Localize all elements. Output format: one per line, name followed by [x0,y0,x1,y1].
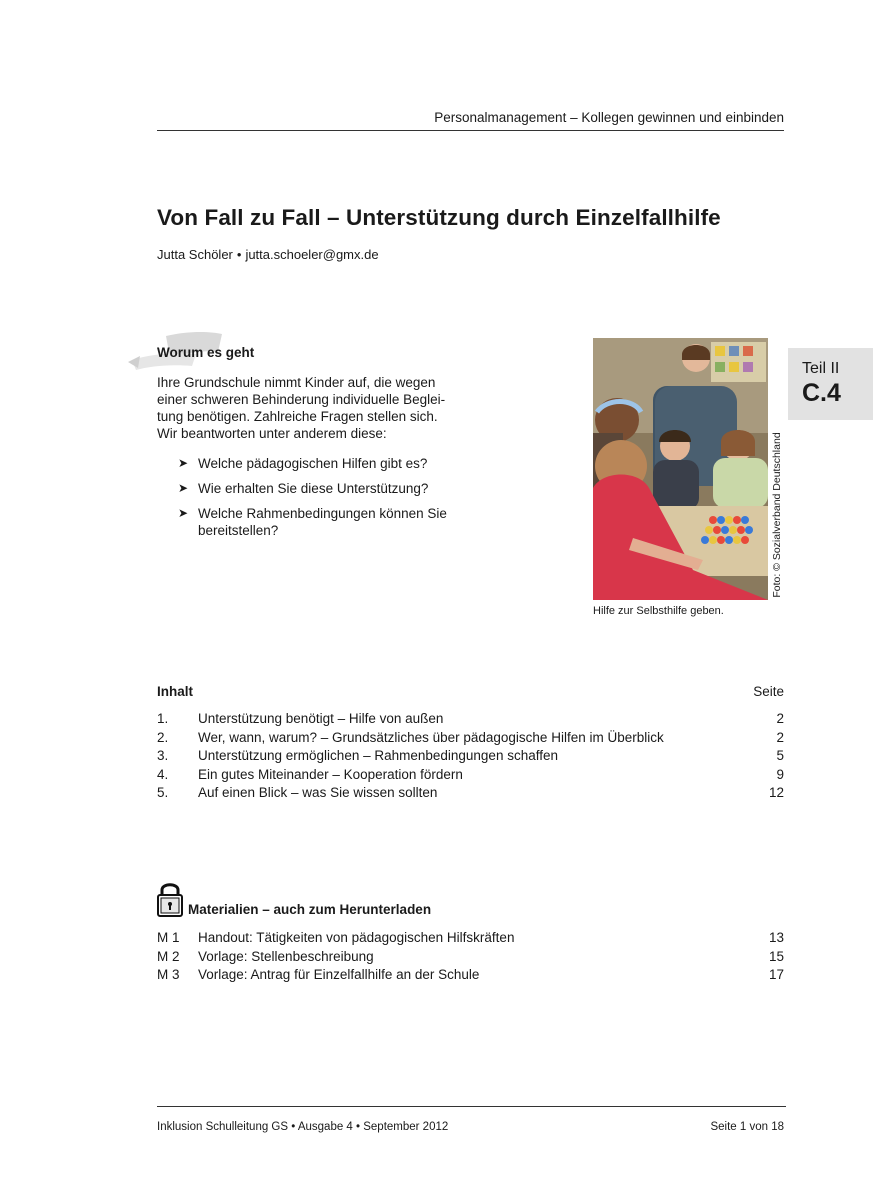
contents-row [157,730,784,749]
contents-page: 2 [776,711,784,726]
contents-title: Ein gutes Miteinander – Kooperation fördern [198,766,463,782]
section-tab-part: Teil II [802,360,840,377]
contents-title: Wer, wann, warum? – Grundsätzliches über pädagogische Hilfen im Überblick [198,729,664,745]
materials-title: Vorlage: Stellenbeschreibung [198,948,374,964]
list-item [178,455,478,472]
contents-number: 2. [157,729,169,745]
materials-list [157,930,784,986]
contents-page: 9 [776,766,784,782]
list-item-text: Wie erhalten Sie diese Unterstützung? [198,481,429,496]
contents-list [157,711,784,804]
section-tab [788,348,873,420]
materials-page: 13 [768,930,784,945]
author-line [157,247,379,262]
materials-page: 15 [768,948,784,964]
photo-credit-text: Foto: © Sozialverband Deutschland [771,432,783,598]
materials-number: M 1 [157,930,180,945]
materials-page: 17 [768,967,784,982]
classroom-photo [593,338,768,600]
materials-row [157,930,784,949]
footer-publication: Inklusion Schulleitung GS • Ausgabe 4 • September 2012 [157,1121,449,1133]
worum-title: Worum es geht [157,345,255,360]
photo-credit [765,430,789,600]
contents-row [157,767,784,786]
materials-title: Handout: Tätigkeiten von pädagogischen Hilfskräften [198,930,515,945]
worum-intro: Ihre Grundschule nimmt Kinder auf, die wegen einer schweren Behinderung individuelle Beglei-tung benötigen. Zahlreiche Fragen stellen sich. Wir beantworten unter anderem diese: [157,375,446,441]
contents-title: Auf einen Blick – was Sie wissen sollten [198,785,438,800]
arrow-bullet-icon: ➤ [178,506,189,520]
running-header: Personalmanagement – Kollegen gewinnen und einbinden [434,110,784,125]
materials-number: M 3 [157,967,180,982]
footer-rule [157,1106,786,1107]
materials-row [157,967,784,986]
photo-caption: Hilfe zur Selbsthilfe geben. [593,605,724,617]
contents-row [157,711,784,730]
header-rule [157,130,784,131]
materials-title: Vorlage: Antrag für Einzelfallhilfe an der Schule [198,967,480,982]
section-tab-code: C.4 [802,379,841,407]
contents-number: 4. [157,766,169,782]
contents-title: Unterstützung benötigt – Hilfe von außen [198,711,444,726]
materials-heading: Materialien – auch zum Herunterladen [188,902,432,917]
contents-page: 12 [768,785,784,800]
question-list [178,455,478,547]
list-item [178,480,478,497]
arrow-bullet-icon: ➤ [178,481,189,495]
author-separator: • [236,247,242,262]
contents-number: 1. [157,711,169,726]
author-name: Jutta Schöler [157,247,233,262]
arrow-bullet-icon: ➤ [178,456,189,470]
list-item-text: Welche pädagogischen Hilfen gibt es? [198,456,428,471]
list-item [178,505,478,539]
lock-icon [156,880,184,918]
article-title: Von Fall zu Fall – Unterstützung durch Einzelfallhilfe [157,205,721,230]
footer-page-number: Seite 1 von 18 [710,1121,784,1133]
materials-row [157,949,784,968]
author-email: jutta.schoeler@gmx.de [245,247,379,262]
contents-page: 5 [776,748,784,763]
contents-number: 3. [157,748,169,763]
contents-heading: Inhalt [157,684,193,699]
list-item-text: Welche Rahmenbedingungen können Sie bereitstellen? [198,506,447,538]
contents-number: 5. [157,785,169,800]
contents-row [157,748,784,767]
materials-number: M 2 [157,948,180,964]
contents-page-heading: Seite [753,684,784,699]
contents-row [157,785,784,804]
contents-page: 2 [776,729,784,745]
contents-title: Unterstützung ermöglichen – Rahmenbedingungen schaffen [198,748,558,763]
